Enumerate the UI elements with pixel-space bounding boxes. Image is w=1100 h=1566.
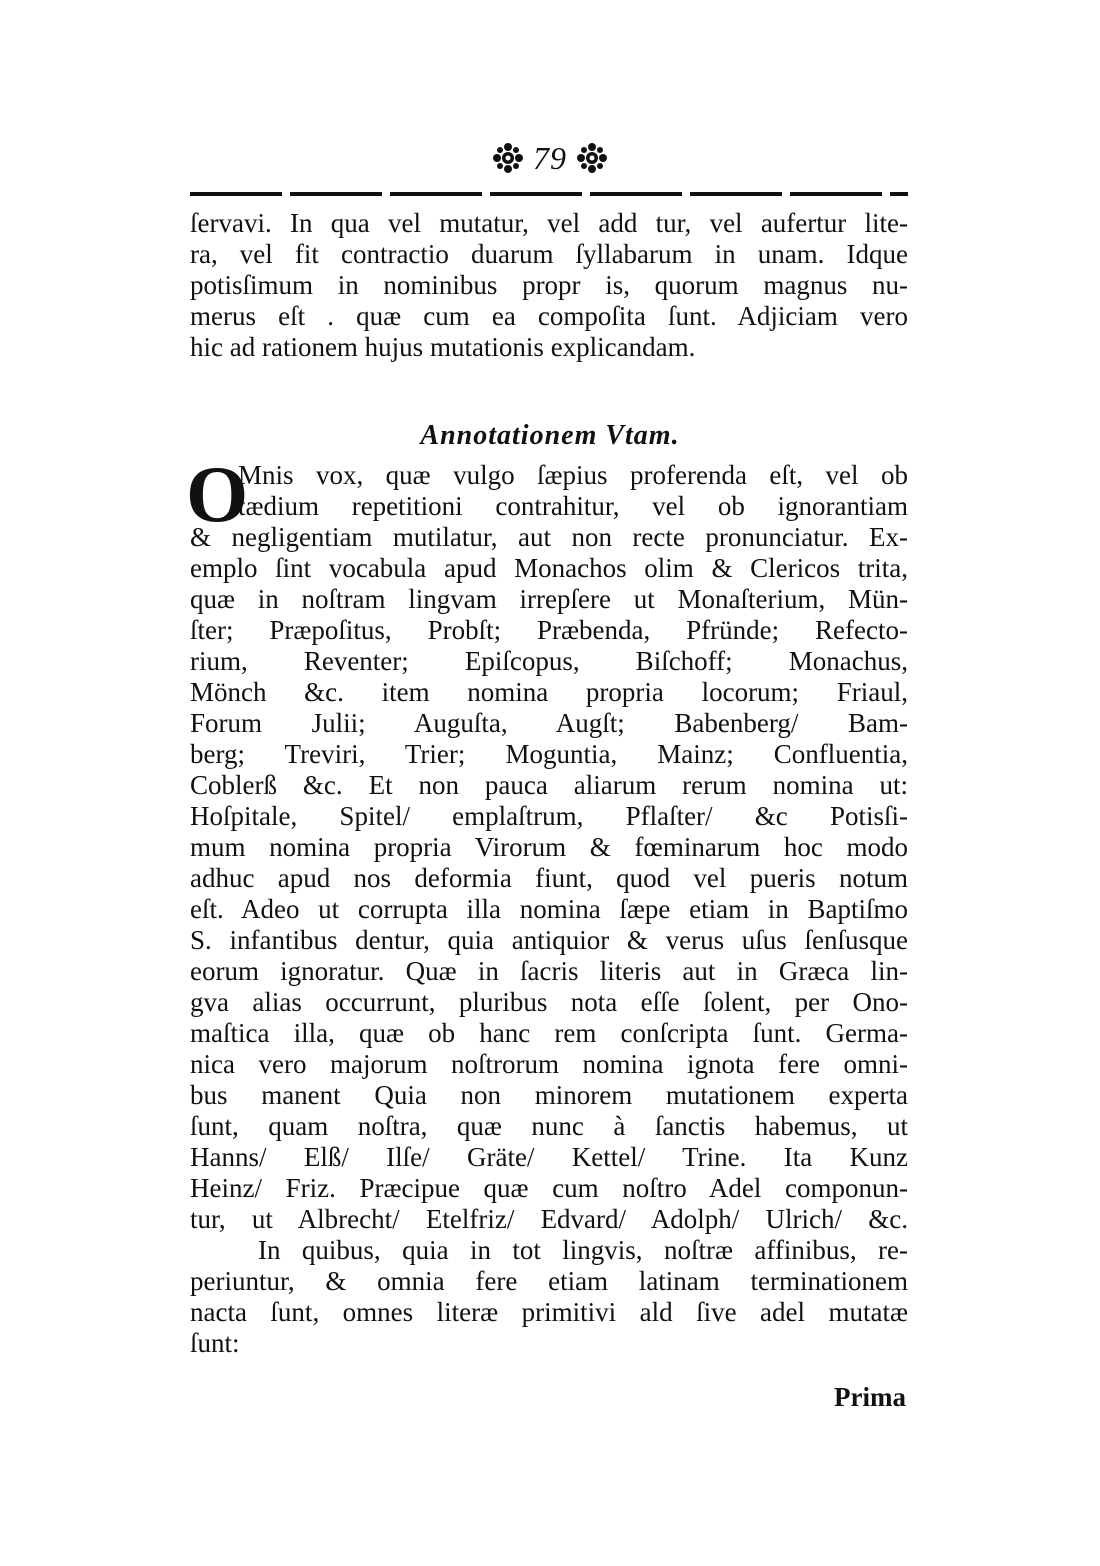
text-line: maſtica illa, quæ ob hanc rem conſcripta ſunt. Germa- [190,1018,908,1048]
text-line: adhuc apud nos deformia fiunt, quod vel pueris notum [190,863,908,893]
text-line: Hanns/ Elß/ Ilſe/ Gräte/ Kettel/ Trine. Ita Kunz [190,1142,908,1172]
floral-ornament-icon [577,143,607,173]
drop-cap: O [186,451,249,539]
page-header [0,140,1100,177]
catchword: Prima [834,1382,906,1412]
text-line: Forum Julii; Auguſta, Augſt; Babenberg/ Bam- [190,708,908,738]
section-heading: Annotationem Vtam. [420,420,680,451]
paragraph-main [190,460,908,1359]
page-number: 79 [533,140,567,176]
text-line: gva alias occurrunt, pluribus nota eſſe ſolent, per Ono- [190,987,908,1017]
text-line: periuntur, & omnia fere etiam latinam terminationem [190,1266,908,1296]
text-line: mum nomina propria Virorum & fœminarum hoc modo [190,832,908,862]
text-line: quæ in noſtram lingvam irrepſere ut Monaſterium, Mün- [190,584,908,614]
text-line: Mönch &c. item nomina propria locorum; Friaul, [190,677,908,707]
text-line: Hoſpitale, Spitel/ emplaſtrum, Pflaſter/ &c Potisſi- [190,801,908,831]
text-line: S. infantibus dentur, quia antiquior & verus uſus ſenſusque [190,925,908,955]
text-line: ſunt, quam noſtra, quæ nunc à ſanctis habemus, ut [190,1111,908,1141]
text-line: berg; Treviri, Trier; Moguntia, Mainz; Confluentia, [190,739,908,769]
text-line: Coblerß &c. Et non pauca aliarum rerum nomina ut: [190,770,908,800]
text-line: merus eſt . quæ cum ea compoſita ſunt. Adjiciam vero [190,301,908,331]
text-line: potisſimum in nominibus propr is, quorum magnus nu- [190,270,908,300]
text-line: tædium repetitioni contrahitur, vel ob ignorantiam [238,491,908,521]
text-line: rium, Reventer; Epiſcopus, Biſchoff; Monachus, [190,646,908,676]
text-line: emplo ſint vocabula apud Monachos olim & Clericos trita, [190,553,908,583]
text-line: eſt. Adeo ut corrupta illa nomina ſæpe etiam in Baptiſmo [190,894,908,924]
text-line: hic ad rationem hujus mutationis explicandam. [190,332,696,362]
text-line: ſervavi. In qua vel mutatur, vel add tur, vel aufertur lite- [190,208,908,238]
text-line: & negligentiam mutilatur, aut non recte pronunciatur. Ex- [190,522,908,552]
text-line: ra, vel fit contractio duarum ſyllabarum in unam. Idque [190,239,908,269]
header-rule [190,192,908,196]
text-line: eorum ignoratur. Quæ in ſacris literis aut in Græca lin- [190,956,908,986]
text-line: Mnis vox, quæ vulgo ſæpius proferenda eſt, vel ob [238,460,908,490]
text-line: nica vero majorum noſtrorum nomina ignota fere omni- [190,1049,908,1079]
paragraph-continuation [190,208,908,363]
text-line: tur, ut Albrecht/ Etelfriz/ Edvard/ Adolph/ Ulrich/ &c. [190,1204,908,1234]
text-line: Heinz/ Friz. Præcipue quæ cum noſtro Adel componun- [190,1173,908,1203]
text-line: In quibus, quia in tot lingvis, noſtræ affinibus, re- [258,1235,908,1265]
floral-ornament-icon [493,143,523,173]
text-line: ſunt: [190,1328,240,1358]
text-line: ſter; Præpoſitus, Probſt; Præbenda, Pfründe; Refecto- [190,615,908,645]
text-line: bus manent Quia non minorem mutationem experta [190,1080,908,1110]
text-line: nacta ſunt, omnes literæ primitivi ald ſive adel mutatæ [190,1297,908,1327]
